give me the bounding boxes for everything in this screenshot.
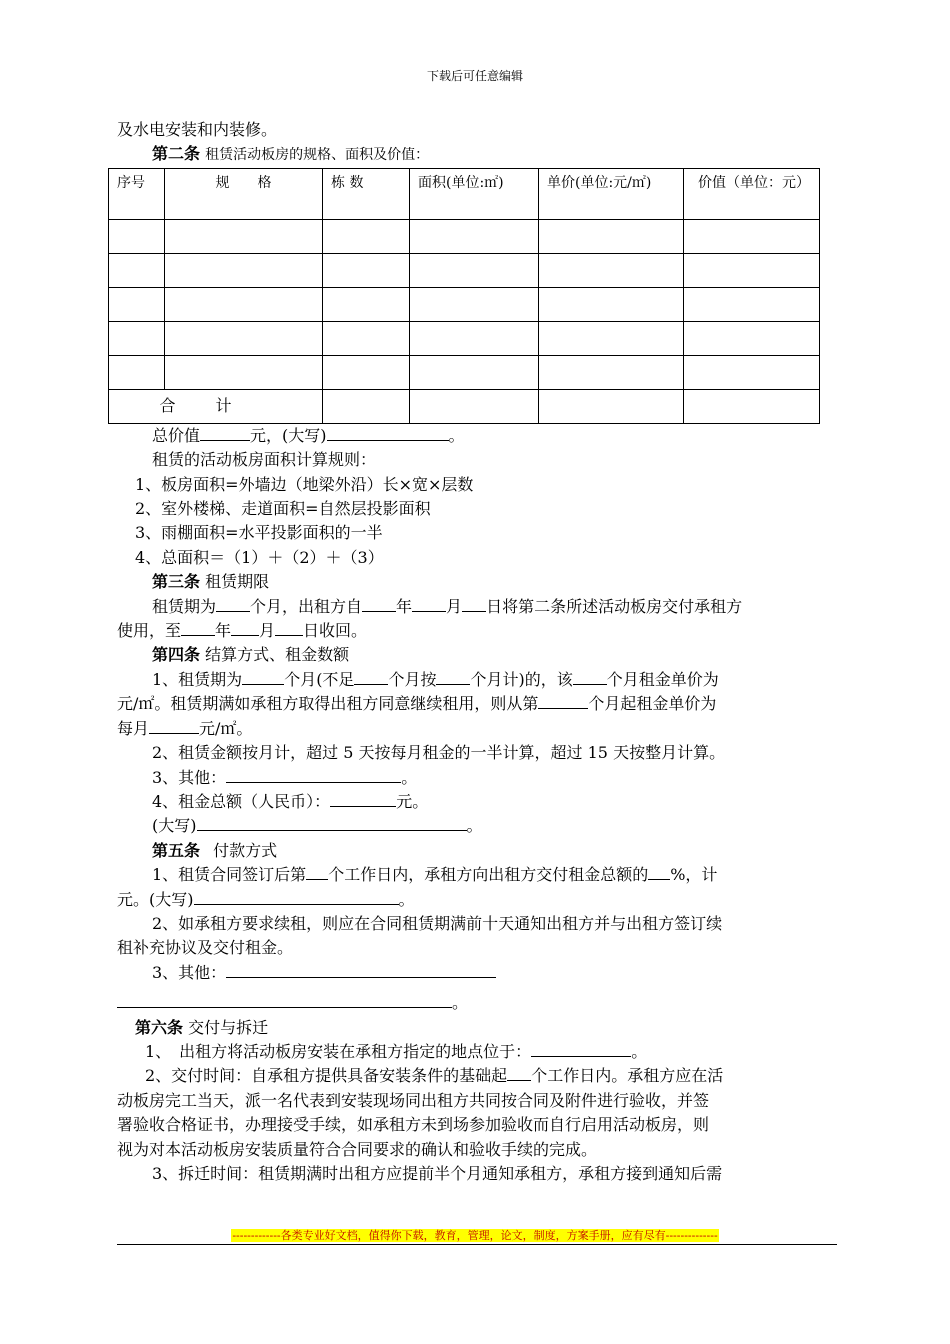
text: 。: [448, 425, 465, 445]
article-4-heading: [117, 643, 837, 667]
article-5-p1-line-2: [117, 888, 837, 912]
table-cell[interactable]: [323, 355, 410, 389]
text: 个月租金单价为: [606, 669, 719, 689]
total-capital-blank[interactable]: [327, 424, 449, 441]
text: 3、其他：: [152, 767, 227, 787]
text: 1、租赁合同签订后第: [152, 865, 307, 885]
article-4-p2: 2、租赁金额按月计，超过 5 天按每月租金的一半计算，超过 15 天按整月计算。: [152, 743, 726, 763]
blank-field[interactable]: [462, 595, 486, 612]
text: 每月: [117, 718, 150, 738]
header-note: 下载后可任意编辑: [426, 69, 523, 83]
article-5-title: 第五条: [152, 840, 201, 860]
article-4-p1-line-3: [117, 717, 837, 741]
article-6-heading: [117, 1016, 837, 1040]
table-cell[interactable]: [165, 287, 323, 321]
table-row: [109, 219, 820, 253]
table-cell[interactable]: [539, 355, 684, 389]
table-cell[interactable]: [109, 219, 165, 253]
article-6-p3: 3、拆迁时间：租赁期满时出租方应提前半个月通知承租方，承租方接到通知后需: [152, 1164, 723, 1183]
table-cell[interactable]: [410, 253, 539, 287]
text: 3、其他：: [152, 962, 227, 982]
text: 个月起租金单价为: [588, 694, 717, 714]
article-2-heading: [117, 142, 837, 167]
text: 年: [396, 596, 413, 616]
blank-field[interactable]: [197, 814, 467, 831]
rule-4: 4、总面积＝（1）＋（2）＋（3）: [135, 547, 384, 567]
blank-field[interactable]: [216, 595, 250, 612]
blank-field[interactable]: [226, 961, 496, 978]
col-header-unit-price: 单价(单位:元/㎡): [539, 168, 684, 219]
article-6-p2-line-2: 动板房完工当天，派一名代表到安装现场同出租方共同按合同及附件进行验收，并签: [117, 1090, 710, 1110]
blank-field[interactable]: [306, 863, 328, 880]
table-cell[interactable]: [684, 253, 820, 287]
table-cell[interactable]: [684, 355, 820, 389]
text: 月: [446, 596, 463, 616]
article-4-p4-capital: [117, 814, 837, 838]
text: 2、交付时间：自承租方提供具备安装条件的基础起: [145, 1066, 508, 1086]
article-3-title: 第三条: [152, 572, 201, 592]
table-cell[interactable]: [323, 287, 410, 321]
total-value-blank[interactable]: [200, 424, 250, 441]
article-5-p3: [117, 961, 837, 985]
text: 日将第二条所述活动板房交付承租方: [486, 596, 743, 616]
contract-body: [117, 118, 837, 1186]
footer-divider: [117, 1244, 837, 1245]
table-cell[interactable]: [684, 287, 820, 321]
table-cell[interactable]: [539, 321, 684, 355]
article-5-p2-line-1: 2、如承租方要求续租，则应在合同租赁期满前十天通知出租方并与出租方签订续: [152, 913, 723, 933]
text: 个月(不足: [284, 669, 355, 689]
col-header-value: 价值（单位：元）: [684, 168, 820, 219]
blank-field[interactable]: [181, 619, 215, 636]
article-6-p2-line-1: [117, 1064, 837, 1088]
text: 总价值: [152, 425, 201, 445]
blank-field[interactable]: [275, 619, 303, 636]
table-cell[interactable]: [165, 219, 323, 253]
text: 元/㎡。租赁期满如承租方取得出租方同意继续租用，则从第: [117, 694, 539, 714]
table-row: [109, 253, 820, 287]
article-4-p3: [117, 766, 837, 790]
table-row: [109, 355, 820, 389]
article-6-p2-line-3: 署验收合格证书，办理接受手续，如承租方未到场参加验收而自行启用活动板房，则: [117, 1115, 710, 1135]
blank-field[interactable]: [226, 766, 401, 783]
text: 。: [452, 993, 469, 1013]
table-cell[interactable]: [539, 287, 684, 321]
text: 年: [215, 621, 232, 641]
article-4-p1-line-1: [117, 668, 837, 692]
blank-field[interactable]: [507, 1064, 531, 1081]
text: 4、租金总额（人民币）：: [152, 791, 331, 811]
text: 元。: [396, 791, 429, 811]
text: 个工作日内，承租方向出租方交付租金总额的: [328, 865, 649, 885]
table-cell[interactable]: [109, 253, 165, 287]
text: 。: [401, 767, 418, 787]
blank-field[interactable]: [231, 619, 259, 636]
blank-field[interactable]: [330, 790, 396, 807]
text: 元/㎡。: [199, 718, 253, 738]
blank-field[interactable]: [362, 595, 396, 612]
blank-field[interactable]: [354, 668, 388, 685]
rule-2: 2、室外楼梯、走道面积=自然层投影面积: [135, 499, 431, 519]
article-3-heading: [117, 570, 837, 594]
article-5-heading: [117, 839, 837, 863]
text: %，计: [670, 865, 718, 885]
article-4-title: 第四条: [152, 645, 201, 665]
col-header-area: 面积(单位:㎡): [410, 168, 539, 219]
rules-title: 租赁的活动板房面积计算规则：: [152, 450, 377, 470]
blank-field[interactable]: [648, 863, 670, 880]
table-cell[interactable]: [684, 321, 820, 355]
table-cell[interactable]: [410, 389, 539, 423]
blank-field[interactable]: [117, 991, 452, 1008]
article-3-text: 租赁期限: [205, 572, 270, 592]
article-4-p1-line-2: [117, 692, 837, 716]
text: 日收回。: [303, 621, 368, 641]
table-cell[interactable]: [323, 253, 410, 287]
blank-field[interactable]: [412, 595, 446, 612]
article-4-text: 结算方式、租金数额: [205, 645, 350, 665]
blank-field[interactable]: [538, 692, 588, 709]
table-cell[interactable]: [410, 287, 539, 321]
blank-field[interactable]: [149, 717, 199, 734]
table-cell[interactable]: [539, 389, 684, 423]
text: 租赁期为: [152, 596, 217, 616]
text: 。: [466, 816, 483, 836]
table-cell[interactable]: [323, 389, 410, 423]
table-cell[interactable]: [165, 253, 323, 287]
article-2-text: 租赁活动板房的规格、面积及价值：: [205, 147, 430, 164]
article-5-p2-line-2: 租补充协议及交付租金。: [117, 938, 294, 958]
table-cell[interactable]: [165, 321, 323, 355]
article-6-p2-line-4: 视为对本活动板房安装质量符合合同要求的确认和验收手续的完成。: [117, 1139, 598, 1159]
text: 使用，至: [117, 621, 182, 641]
blank-field[interactable]: [194, 888, 399, 905]
text: 。: [631, 1041, 648, 1061]
table-row: [109, 287, 820, 321]
article-6-title: 第六条: [135, 1017, 184, 1037]
table-cell[interactable]: [410, 355, 539, 389]
blank-field[interactable]: [242, 668, 284, 685]
text: 个月按: [388, 669, 437, 689]
table-cell[interactable]: [410, 219, 539, 253]
article-6-text: 交付与拆迁: [188, 1017, 269, 1037]
col-header-count: 栋 数: [323, 168, 410, 219]
intro-line: 及水电安装和内装修。: [117, 120, 278, 139]
table-cell[interactable]: [109, 321, 165, 355]
table-cell[interactable]: [323, 219, 410, 253]
text: (大写): [152, 816, 197, 836]
table-cell[interactable]: [165, 355, 323, 389]
col-header-index: 序号: [109, 168, 165, 219]
article-5-text: 付款方式: [213, 840, 278, 860]
text: 月: [259, 621, 276, 641]
blank-field[interactable]: [436, 668, 470, 685]
table-cell[interactable]: [539, 219, 684, 253]
article-3-line-1: [117, 595, 837, 619]
blank-field[interactable]: [573, 668, 607, 685]
spec-table: [108, 168, 820, 424]
footer-banner: [0, 1227, 950, 1243]
table-cell[interactable]: [109, 355, 165, 389]
footer-banner-text: -------------各类专业好文档，值得你下载，教育，管理，论文，制度，方案手册，应有尽有--------------: [232, 1229, 718, 1242]
table-total-row: [109, 389, 820, 423]
text: 元。(大写): [117, 889, 194, 909]
total-label: 合计: [109, 389, 323, 423]
table-cell[interactable]: [109, 287, 165, 321]
text: 1、 出租方将活动板房安装在承租方指定的地点位于：: [145, 1041, 532, 1061]
article-5-p1-line-1: [117, 863, 837, 887]
article-6-p1: [117, 1040, 837, 1064]
rule-3: 3、雨棚面积=水平投影面积的一半: [135, 523, 383, 543]
text: 个月计)的，该: [470, 669, 573, 689]
col-header-spec: 规 格: [165, 168, 323, 219]
table-cell[interactable]: [684, 389, 820, 423]
rule-1: 1、板房面积=外墙边（地梁外沿）长×宽×层数: [135, 474, 474, 494]
text: 1、租赁期为: [152, 669, 243, 689]
table-cell[interactable]: [684, 219, 820, 253]
table-cell[interactable]: [410, 321, 539, 355]
article-5-p3-continued: [117, 991, 837, 1015]
blank-field[interactable]: [531, 1040, 631, 1057]
text: 元，(大写): [250, 425, 327, 445]
table-row: [109, 321, 820, 355]
text: 个工作日内。承租方应在活: [531, 1066, 724, 1086]
table-cell[interactable]: [323, 321, 410, 355]
article-3-line-2: [117, 619, 837, 643]
text: 个月，出租方自: [250, 596, 363, 616]
article-2-title: 第二条: [152, 144, 201, 164]
article-4-p4: [117, 790, 837, 814]
total-value-line: [117, 424, 837, 448]
text: 。: [398, 889, 415, 909]
table-header-row: [109, 168, 820, 219]
table-cell[interactable]: [539, 253, 684, 287]
